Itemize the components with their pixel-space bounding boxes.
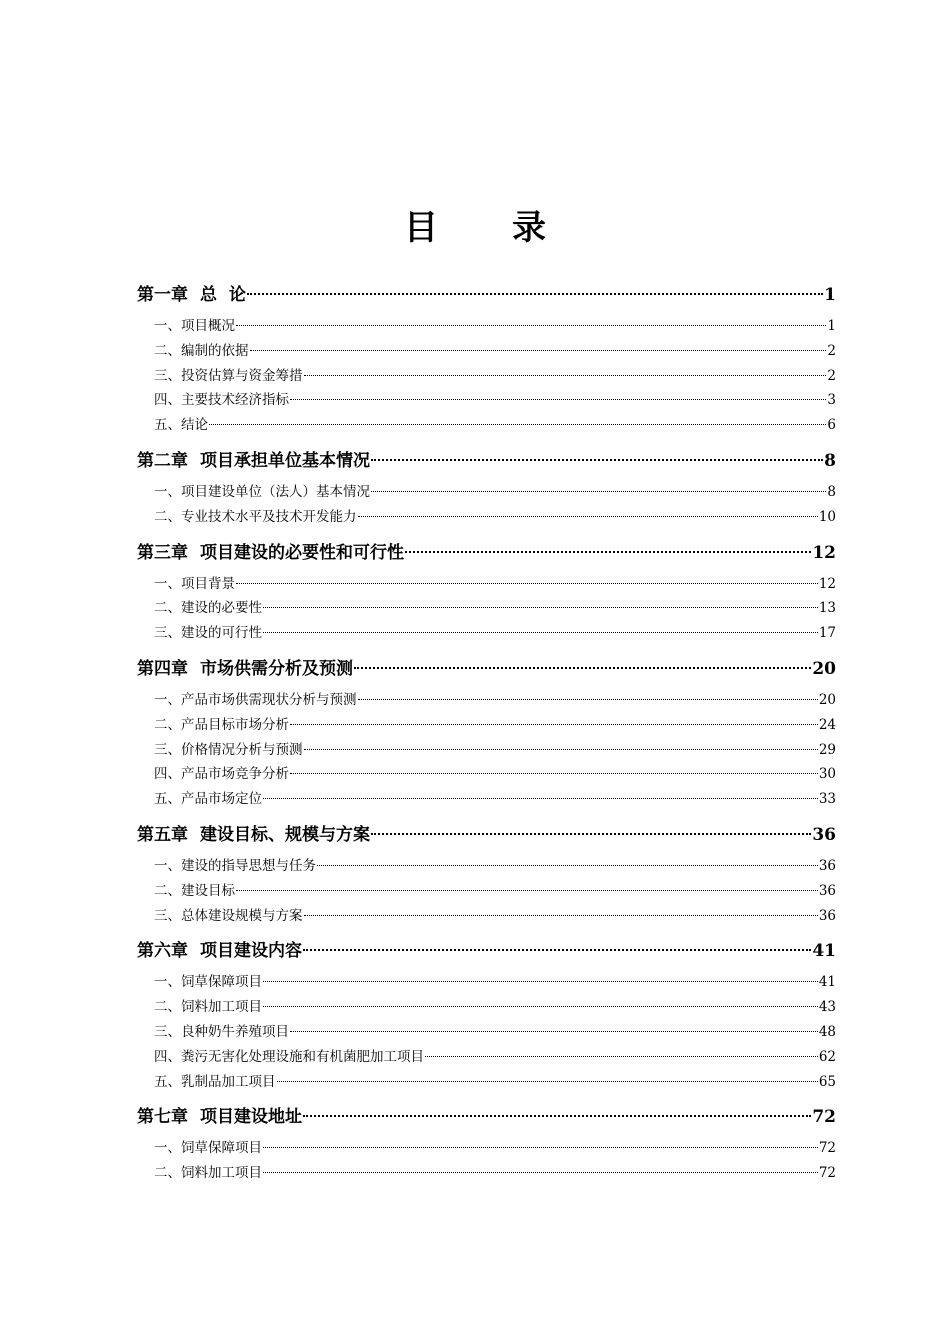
section-label: 四、主要技术经济指标 [154,392,289,409]
chapter-label: 第五章 [137,824,188,845]
toc-section-entry[interactable] [137,339,836,364]
dot-leader [304,749,818,750]
chapter-title: 项目建设的必要性和可行性 [200,542,404,563]
toc-chapter-entry[interactable] [137,444,836,478]
section-page-number: 20 [818,691,836,708]
chapter-title: 项目建设内容 [200,941,302,962]
toc-chapter-entry[interactable] [137,818,836,852]
dot-leader [263,1006,818,1007]
toc-chapter-entry[interactable] [137,536,836,570]
section-label: 一、产品市场供需现状分析与预测 [154,691,357,708]
dot-leader [358,699,818,700]
section-label: 四、产品市场竞争分析 [154,766,289,783]
section-page-number: 10 [818,508,836,525]
toc-section-entry[interactable] [137,970,836,995]
dot-leader [236,325,826,326]
dot-leader [425,1056,818,1057]
section-page-number: 2 [827,342,836,359]
dot-leader [263,632,818,633]
toc-chapter-entry[interactable] [137,652,836,686]
chapter-label: 第七章 [137,1107,188,1128]
toc-section-entry[interactable] [137,854,836,879]
section-label: 二、饲料加工项目 [154,1165,262,1182]
section-label: 三、价格情况分析与预测 [154,741,303,758]
section-label: 二、编制的依据 [154,342,249,359]
toc-section-entry[interactable] [137,596,836,621]
section-label: 二、饲料加工项目 [154,999,262,1016]
dot-leader [371,833,811,835]
title-right-char: 录 [512,208,546,248]
toc-chapter-entry[interactable] [137,934,836,968]
toc-section-entry[interactable] [137,787,836,812]
dot-leader [354,667,811,669]
section-page-number: 8 [827,483,836,500]
dot-leader [263,1172,818,1173]
toc-section-entry[interactable] [137,413,836,438]
section-page-number: 13 [818,600,836,617]
chapter-label: 第四章 [137,658,188,679]
section-label: 五、乳制品加工项目 [154,1073,276,1090]
section-page-number: 43 [818,999,836,1016]
dot-leader [303,1115,811,1117]
toc-section-entry[interactable] [137,688,836,713]
section-label: 二、专业技术水平及技术开发能力 [154,508,357,525]
chapter-page-number: 12 [812,542,836,563]
section-page-number: 17 [818,625,836,642]
dot-leader [263,981,818,982]
toc-section-entry[interactable] [137,572,836,597]
dot-leader [250,350,827,351]
chapter-page-number: 20 [812,658,836,679]
section-page-number: 12 [818,575,836,592]
toc-section-entry[interactable] [137,621,836,646]
chapter-title: 项目建设地址 [200,1107,302,1128]
section-label: 二、建设的必要性 [154,600,262,617]
section-label: 一、项目建设单位（法人）基本情况 [154,483,370,500]
section-page-number: 72 [818,1140,836,1157]
chapter-page-number: 41 [812,941,836,962]
section-label: 一、饲草保障项目 [154,974,262,991]
toc-section-entry[interactable] [137,995,836,1020]
toc-section-entry[interactable] [137,879,836,904]
chapter-label: 第一章 [137,285,188,305]
section-page-number: 2 [827,367,836,384]
toc-section-entry[interactable] [137,314,836,339]
dot-leader [277,1081,818,1082]
section-label: 一、建设的指导思想与任务 [154,857,316,874]
chapter-page-number: 72 [812,1107,836,1128]
chapter-page-number: 36 [812,824,836,845]
dot-leader [290,1031,818,1032]
section-page-number: 41 [818,974,836,991]
chapter-label: 第六章 [137,941,188,962]
dot-leader [263,1147,818,1148]
section-label: 四、粪污无害化处理设施和有机菌肥加工项目 [154,1048,424,1065]
dot-leader [290,399,826,400]
chapter-page-number: 8 [824,450,836,471]
chapter-title: 市场供需分析及预测 [200,658,353,679]
chapter-title: 总 论 [200,285,246,305]
chapter-label: 第三章 [137,542,188,563]
toc-section-entry[interactable] [137,713,836,738]
section-label: 二、产品目标市场分析 [154,716,289,733]
dot-leader [290,773,818,774]
section-page-number: 48 [818,1023,836,1040]
dot-leader [236,890,818,891]
chapter-title: 项目承担单位基本情况 [200,450,370,471]
section-page-number: 62 [818,1048,836,1065]
section-page-number: 29 [818,741,836,758]
dot-leader [371,491,826,492]
section-page-number: 1 [827,318,836,334]
toc-section-entry[interactable] [137,364,836,389]
section-page-number: 24 [818,716,836,733]
section-label: 三、良种奶牛养殖项目 [154,1023,289,1040]
dot-leader [405,551,811,553]
dot-leader [290,724,818,725]
toc-chapter-entry[interactable] [137,1100,836,1134]
dot-leader [317,865,818,866]
dot-leader [358,516,818,517]
toc-section-entry[interactable] [137,738,836,763]
chapter-title: 建设目标、规模与方案 [200,824,370,845]
dot-leader [303,949,811,951]
section-label: 一、项目概况 [154,318,235,334]
toc-section-entry[interactable] [137,480,836,505]
dot-leader [371,459,823,461]
dot-leader [263,607,818,608]
section-page-number: 36 [818,857,836,874]
dot-leader [209,424,826,425]
dot-leader [304,915,818,916]
section-page-number: 65 [818,1073,836,1090]
section-page-number: 36 [818,907,836,924]
toc-section-entry[interactable] [137,762,836,787]
toc-section-entry[interactable] [137,1045,836,1070]
section-page-number: 33 [818,791,836,808]
section-label: 三、总体建设规模与方案 [154,907,303,924]
toc-section-entry[interactable] [137,904,836,929]
section-label: 五、产品市场定位 [154,791,262,808]
section-label: 一、饲草保障项目 [154,1140,262,1157]
section-label: 三、建设的可行性 [154,625,262,642]
section-page-number: 6 [827,417,836,434]
toc-section-entry[interactable] [137,505,836,530]
table-of-contents [137,278,836,1186]
section-label: 一、项目背景 [154,575,235,592]
chapter-label: 第二章 [137,450,188,471]
toc-section-entry[interactable] [137,1161,836,1186]
toc-chapter-entry[interactable] [137,278,836,312]
section-label: 三、投资估算与资金筹措 [154,367,303,384]
page-title [0,200,950,249]
toc-section-entry[interactable] [137,388,836,413]
section-page-number: 72 [818,1165,836,1182]
section-page-number: 3 [827,392,836,409]
title-left-char: 目 [404,208,438,248]
dot-leader [247,293,823,295]
section-label: 二、建设目标 [154,882,235,899]
toc-section-entry[interactable] [137,1136,836,1161]
dot-leader [304,375,827,376]
chapter-page-number: 1 [824,285,836,305]
section-page-number: 36 [818,882,836,899]
toc-section-entry[interactable] [137,1020,836,1045]
section-page-number: 30 [818,766,836,783]
section-label: 五、结论 [154,417,208,434]
dot-leader [263,798,818,799]
dot-leader [236,583,818,584]
toc-section-entry[interactable] [137,1070,836,1095]
